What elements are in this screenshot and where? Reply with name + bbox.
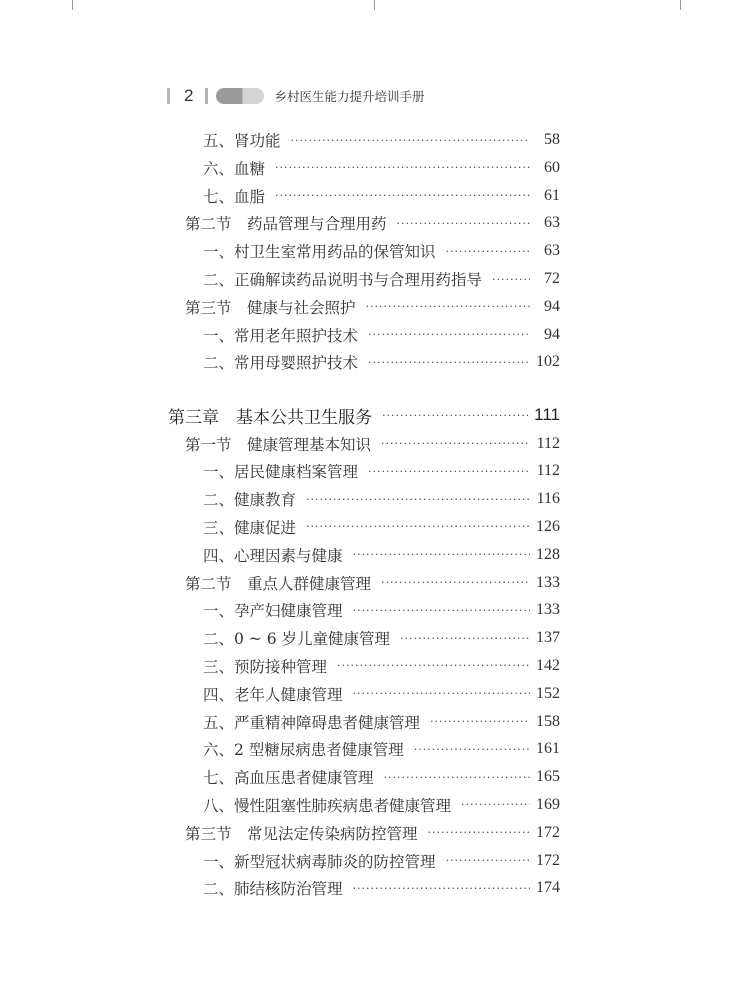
toc-title: 二、0 ~ 6 岁儿童健康管理	[203, 630, 390, 649]
toc-item[interactable]	[203, 515, 560, 539]
toc-title: 二、肺结核防治管理	[203, 880, 343, 899]
toc-item[interactable]	[203, 184, 560, 208]
dot-leader	[381, 437, 530, 450]
toc-page-number: 94	[544, 297, 560, 315]
toc-page-number: 152	[536, 684, 560, 702]
dot-leader	[275, 189, 530, 202]
toc-item[interactable]	[203, 267, 560, 291]
dot-leader	[353, 604, 530, 617]
dot-leader	[382, 409, 528, 422]
toc-item[interactable]	[203, 487, 560, 511]
dot-leader	[291, 134, 530, 147]
toc-title: 四、老年人健康管理	[203, 685, 343, 704]
toc-page-number: 133	[536, 573, 560, 591]
toc-item[interactable]	[203, 710, 560, 734]
toc-item[interactable]	[203, 626, 560, 650]
toc-item[interactable]	[203, 654, 560, 678]
toc-title: 第三节 健康与社会照护	[185, 298, 356, 317]
dot-leader	[368, 465, 530, 478]
dot-leader	[368, 356, 530, 369]
toc-title: 五、肾功能	[203, 132, 281, 150]
toc-title: 第二节 药品管理与合理用药	[185, 215, 387, 234]
toc-page-number: 126	[536, 517, 560, 535]
toc-item[interactable]	[203, 598, 560, 622]
toc-item[interactable]	[203, 737, 560, 761]
toc-title: 七、血脂	[203, 187, 266, 206]
page-number: 2	[184, 86, 194, 105]
toc-page-number: 174	[536, 879, 560, 897]
crop-mark	[374, 0, 375, 10]
dot-leader	[366, 300, 530, 313]
toc-title: 一、孕产妇健康管理	[203, 602, 343, 621]
toc-title: 六、2 型糖尿病患者健康管理	[203, 741, 404, 760]
toc-title: 一、常用老年照护技术	[203, 326, 359, 345]
dot-leader	[275, 161, 530, 174]
toc-page-number: 116	[536, 490, 560, 508]
toc-item[interactable]	[203, 350, 560, 374]
toc-item[interactable]	[203, 543, 560, 567]
toc-page-number: 94	[544, 325, 560, 343]
toc-item[interactable]	[203, 876, 560, 900]
toc-title: 三、健康促进	[203, 518, 297, 537]
toc-page-number: 60	[544, 158, 560, 176]
running-header	[167, 86, 424, 106]
dot-leader	[446, 245, 530, 258]
dot-leader	[492, 273, 530, 286]
dot-leader	[414, 743, 530, 756]
toc-title: 八、慢性阻塞性肺疾病患者健康管理	[203, 796, 452, 815]
toc-title: 二、正确解读药品说明书与合理用药指导	[203, 271, 483, 289]
toc-section[interactable]	[185, 432, 560, 456]
toc-page-number: 133	[536, 601, 560, 619]
toc-page-number: 169	[536, 795, 560, 813]
toc-page-number: 58	[544, 131, 560, 148]
toc-title: 第一节 健康管理基本知识	[185, 435, 372, 454]
dot-leader	[306, 493, 530, 506]
toc-page-number: 172	[536, 823, 560, 841]
dot-leader	[368, 328, 530, 341]
toc-page-number: 158	[536, 712, 560, 730]
toc-item[interactable]	[203, 323, 560, 347]
toc-page-number: 112	[536, 434, 560, 452]
toc-title: 六、血糖	[203, 159, 266, 178]
toc-chapter[interactable]	[168, 403, 560, 427]
dot-leader	[381, 576, 530, 589]
header-pill-decoration	[216, 88, 264, 104]
dot-leader	[461, 798, 530, 811]
toc-item[interactable]	[203, 128, 560, 152]
toc-item[interactable]	[203, 765, 560, 789]
toc-page-number: 63	[544, 214, 560, 232]
toc-page-number: 172	[536, 851, 560, 869]
toc-title: 第三章 基本公共卫生服务	[168, 407, 372, 428]
crop-mark	[72, 0, 73, 10]
dot-leader	[353, 882, 530, 895]
toc-title: 一、居民健康档案管理	[203, 463, 359, 482]
crop-mark	[680, 0, 681, 10]
toc-title: 七、高血压患者健康管理	[203, 769, 374, 788]
toc-page-number: 137	[536, 629, 560, 647]
toc-item[interactable]	[203, 459, 560, 483]
toc-section[interactable]	[185, 821, 560, 845]
toc-section[interactable]	[185, 295, 560, 319]
book-title: 乡村医生能力提升培训手册	[274, 89, 425, 104]
dot-leader	[337, 659, 530, 672]
toc-title: 第三节 常见法定传染病防控管理	[185, 824, 418, 843]
toc-item[interactable]	[203, 156, 560, 180]
dot-leader	[400, 632, 530, 645]
toc-page-number: 142	[536, 656, 560, 674]
dot-leader	[353, 548, 530, 561]
toc-page-number: 112	[536, 462, 560, 480]
dot-leader	[384, 771, 530, 784]
toc-section[interactable]	[185, 211, 560, 235]
dot-leader	[446, 854, 530, 867]
toc-item[interactable]	[203, 682, 560, 706]
dot-leader	[306, 520, 530, 533]
toc-page-number: 128	[536, 545, 560, 563]
toc-item[interactable]	[203, 849, 560, 873]
toc-item[interactable]	[203, 239, 560, 263]
toc-page-number: 72	[544, 270, 560, 287]
toc-title: 四、心理因素与健康	[203, 546, 343, 565]
toc-page-number: 161	[536, 740, 560, 758]
toc-title: 三、预防接种管理	[203, 657, 328, 676]
toc-page-number: 102	[536, 353, 560, 371]
toc-item[interactable]	[203, 793, 560, 817]
toc-title: 一、新型冠状病毒肺炎的防控管理	[203, 852, 436, 871]
header-bar	[167, 88, 170, 104]
toc-title: 二、常用母婴照护技术	[203, 354, 359, 373]
header-bar	[205, 88, 208, 104]
toc-title: 五、严重精神障碍患者健康管理	[203, 713, 421, 732]
toc-page-number: 165	[536, 768, 560, 786]
dot-leader	[397, 217, 530, 230]
toc-page-number: 61	[544, 186, 560, 204]
toc-page-number: 63	[544, 242, 560, 260]
toc-section[interactable]	[185, 571, 560, 595]
dot-leader	[353, 687, 530, 700]
toc-title: 第二节 重点人群健康管理	[185, 574, 372, 593]
dot-leader	[428, 826, 530, 839]
toc-title: 二、健康教育	[203, 491, 297, 510]
dot-leader	[430, 715, 530, 728]
toc-title: 一、村卫生室常用药品的保管知识	[203, 243, 436, 262]
toc-page-number: 111	[534, 405, 560, 425]
